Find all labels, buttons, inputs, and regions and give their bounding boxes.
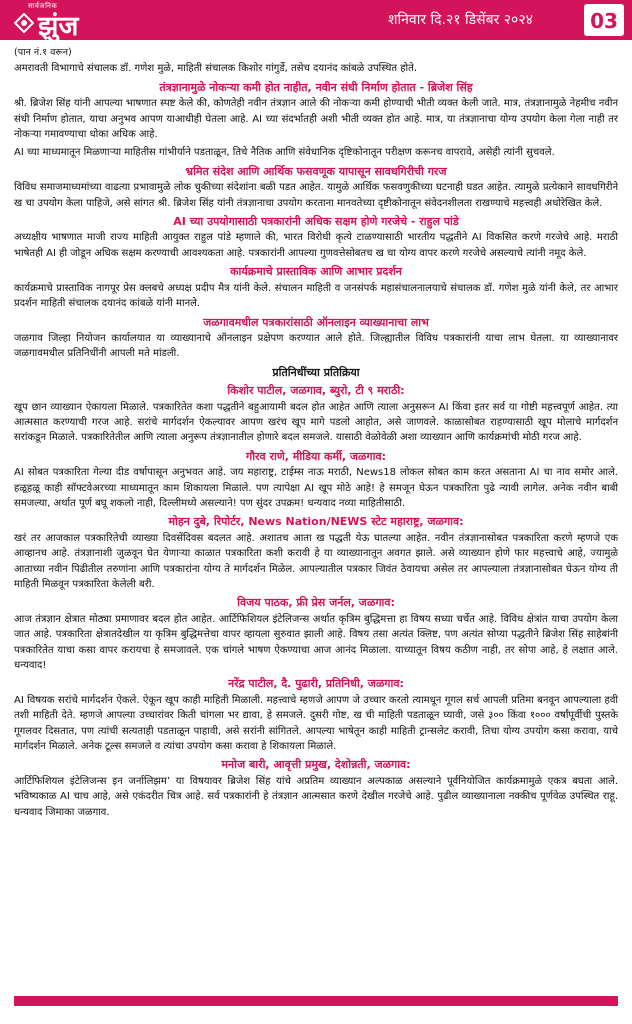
rep-text-kishor-patil: खूप छान व्याख्यान ऐकायला मिळाले. पत्रकारितेत कशा पद्धतीने बहुआयामी बदल होत आहेत आणि त्याला अनुसरून AI किंवा इतर सर्व या गोष्टी महत्त्वपूर्ण आहेत. त्या आत्मसात करण्याची गरज आहे. सरांचे मार्गदर्शन ऐकल्यावर आपण खरंच खूप मागे पडलो आहोत, असे जाणवले. काळासोबत राहण्यासाठी खूप मोलाचे मार्गदर्शन सरांकडून मिळाले. पत्रकारितेतील आणि त्याला अनुरूप तंत्रज्ञानातील होणारे बदल समजले. यासाठी वेळोवेळी अशा व्याख्यान आणि कार्यक्रमांची मोठी गरज आहे.	[14, 401, 618, 444]
paragraph-fraud: विविध समाजमाध्यमांच्या वाढत्या प्रभावामुळे लोक चुकीच्या संदेशांना बळी पडत आहेत. यामुळे आर्थिक फसवणुकीच्या घटनाही घडत आहेत. त्यामुळे प्रत्येकाने सावधगिरीने ख चा उपयोग केला पाहिजे, असे सांगत श्री. ब्रिजेश सिंह यांनी तंत्रज्ञानाचा उपयोग करताना मानवतेच्या दृष्टीकोनातून संवेदनशीलता राखण्याचे महत्त्वही अधोरेखित केले.	[14, 182, 618, 209]
continued-note: (पान नं.१ वरून)	[14, 47, 72, 58]
logo-text: झुंज	[38, 11, 79, 42]
article-body	[14, 45, 618, 823]
rep-name-vijay-pathak: विजय पाठक, फ्री प्रेस जर्नल, जळगाव:	[237, 596, 395, 610]
logo-tagline: सार्वजनिक	[28, 2, 58, 10]
logo-mark-icon	[14, 13, 34, 33]
heading-journalists-ai: AI च्या उपयोगासाठी पत्रकारांनी अधिक सक्षम होणे गरजेचे - राहुल पांडे	[173, 215, 459, 229]
rep-name-mohan-dube: मोहन दुबे, रिपोर्टर, News Nation/NEWS स्टेट महाराष्ट्र, जळगाव:	[168, 515, 464, 529]
intro-paragraph: अमरावती विभागाचे संचालक डॉ. गणेश मुळे, माहिती संचालक किशोर गांगुर्डे, तसेच दयानंद कांबळे उपस्थित होते.	[14, 63, 417, 75]
rep-text-vijay-pathak: आज तंत्रज्ञान क्षेत्रात मोठ्या प्रमाणावर बदल होत आहेत. आर्टिफिशियल इंटेलिजन्स अर्थात कृत्रिम बुद्धिमत्ता हा विषय सध्या चर्चेत आहे. विविध क्षेत्रांत याचा उपयोग केला जात आहे. पत्रकारिता क्षेत्रातदेखील या कृत्रिम बुद्धिमत्तेचा वापर व्हायला सुरुवात झाली आहे. विषय तसा अत्यंत क्लिष्ट, पण अत्यंत सोप्या पद्धतीने ब्रिजेश सिंह साहेबांनी पत्रकारितेत याचा कसा वापर करायचा हे समजावले. एक चांगले भाषण ऐकण्याचा आज आनंद मिळाला. याच्यातून विषय कठीण नाही, तर सोपा आहे, हे लक्षात आले. धन्यवाद!	[14, 613, 618, 672]
heading-fraud: भ्रमित संदेश आणि आर्थिक फसवणूक यापासून सावधगिरीची गरज	[185, 164, 447, 178]
rep-name-narendra-patil: नरेंद्र पाटील, दै. पुढारी, प्रतिनिधी, जळगाव:	[228, 677, 404, 691]
page-header	[0, 0, 632, 40]
rep-name-kishor-patil: किशोर पाटील, जळगाव, ब्युरो, टी ९ मराठी:	[227, 384, 405, 398]
rep-text-mohan-dube: खरं तर आजकाल पत्रकारितेची व्याख्या दिवसेंदिवस बदलत आहे. अशातच आता ख पद्धती येऊ घातल्या आहेत. नवीन तंत्रज्ञानासोबत पत्रकारिता करणे म्हणजे एक आव्हानच आहे. तंत्रज्ञानाशी जुळवून घेत येणाऱ्या काळात पत्रकारिता कशी करावी हे या व्याख्यानातून अवगत झाले. असे व्याख्यान होणे फार महत्त्वाचे आहे, ज्यामुळे आताच्या नवीन पिढीतील तरुणांना आणि पत्रकारांना योग्य ते मार्गदर्शन मिळेल. आपल्यातील पत्रकार जिवंत ठेवायचा असेल तर आपल्याला तंत्रज्ञानासोबत घेऊन योग्य ती माहिती मिळवून पत्रकारिता केलेली बरी.	[14, 532, 618, 590]
rep-text-gaurav-rane: AI सोबत पत्रकारिता गेल्या दीड वर्षापासून अनुभवत आहे. जय महाराष्ट्र, टाईम्स नाऊ मराठी, News18 लोकल सोबत काम करत असताना AI चा नाव समोर आले. हळूहळू काही सॉफ्टवेअरच्या माध्यमातून काम शिकायला मिळाले. पण त्यापेक्षा AI खूप मोठे आहे! हे समजून घेऊन पत्रकारिता पुढे न्यावी लागेल. अनेक नवीन बाबी समजल्या, अर्थात पूर्ण बघू शकलो नाही, दिल्लीमध्ये असल्याने! पण सुंदर उपक्रम! धन्यवाद नव्या माहितीसाठी.	[14, 467, 618, 509]
paragraph-jobs: श्री. ब्रिजेश सिंह यांनी आपल्या भाषणात स्पष्ट केले की, कोणतेही नवीन तंत्रज्ञान आले की नोकऱ्या कमी होण्याची भीती व्यक्त केली जाते. मात्र, तंत्रज्ञानामुळे नेहमीच नवीन संधी निर्माण होतात, याचा अनुभव आपण याआधीही घेतला आहे. AI च्या संदर्भातही अशी भीती व्यक्त होत आहे. मात्र, या तंत्रज्ञानाचा योग्य उपयोग केला गेला नाही तर नोकऱ्या गमावण्याचा धोका अधिक आहे.	[14, 98, 618, 141]
paragraph-journalists-ai: अध्यक्षीय भाषणात माजी राज्य माहिती आयुक्त राहुल पांडे म्हणाले की, भारत विरोधी कृत्ये टाळण्यासाठी भारतीय पद्धतीने AI विकसित करणे गरजेचे आहे. मराठी भाषेतही AI ही जोडून अधिक सक्षम करण्याची आवश्यकता आहे. पत्रकारांनी आपल्या गुणवत्तेसोबतच ख चा योग्य वापर करणे गरजेचे असल्याचे त्यांनी नमूद केले.	[14, 232, 618, 259]
paragraph-program: कार्यक्रमाचे प्रास्ताविक नागपूर प्रेस क्लबचे अध्यक्ष प्रदीप मैत्र यांनी केले. संचालन माहिती व जनसंपर्क महासंचालनालयाचे संचालक डॉ. गणेश मुळे यांनी केले, तर आभार प्रदर्शन माहिती संचालक दयानंद कांबळे यांनी मानले.	[14, 282, 618, 310]
page-footer-bar	[14, 996, 618, 1006]
rep-text-narendra-patil: AI विषयक सरांचे मार्गदर्शन ऐकले. ऐकून खूप काही माहिती मिळाली. महत्त्वाचे म्हणजे आपण जे उच्चार करतो त्यामधून गूगल सर्च आपली प्रतिमा बनवून आपल्याला हवी तशी माहिती देते. म्हणजे आपल्या उच्चारांवर किती चांगला भर द्यावा, हे समजले. दुसरी गोष्ट, ख ची माहिती पडताळून घ्यावी, जसे ३०० किंवा १००० वर्षांपूर्वीची पुस्तके गूगलवर दिसतात, पण त्यांची सत्यताही पडताळून पाहावी, असे सरांनी सांगितले. आपल्या भाषेतून काही माहिती ट्रान्सलेट करावी, तिचा योग्य उपयोग कसा करावा, याचे मार्गदर्शन मिळाले. अनेक टूल्स समजले व त्यांचा उपयोग कसा करावा हे शिकायला मिळाले.	[14, 694, 618, 753]
rep-name-gaurav-rane: गौरव राणे, मीडिया कर्मी, जळगाव:	[246, 449, 386, 463]
heading-program: कार्यक्रमाचे प्रास्ताविक आणि आभार प्रदर्शन	[230, 265, 402, 279]
rep-text-manoj-bari: आर्टिफिशियल इंटेलिजन्स इन जर्नालिझम’ या विषयावर ब्रिजेश सिंह यांचे अप्रतिम व्याख्यान अल्पकाळ असल्याने पूर्वनियोजित कार्यक्रमामुळे एकत्र बघता आले. भविष्यकाळ AI चाच आहे, असे एकंदरीत चित्र आहे. सर्व पत्रकारांनी हे तंत्रज्ञान आत्मसात करणे देखील गरजेचे आहे. पुढील व्याख्यानाला नक्कीच पूर्णवेळ उपस्थित राहू. धन्यवाद जिमाका जळगाव.	[14, 775, 618, 818]
section-reactions-title: प्रतिनिधींच्या प्रतिक्रिया	[272, 365, 360, 379]
issue-date: शनिवार दि.२१ डिसेंबर २०२४	[388, 12, 533, 28]
paragraph-ai-info: AI च्या माध्यमातून मिळणाऱ्या माहितीस गांभीर्याने पडताळून, तिचे नैतिक आणि संवेधानिक दृष्टिकोनातून परीक्षण करूनच वापरावे, असेही त्यांनी सुचवले.	[14, 147, 555, 159]
rep-name-manoj-bari: मनोज बारी, आवृत्ती प्रमुख, देशोन्नती, जळगाव:	[221, 758, 411, 772]
heading-jalgaon: जळगावमधील पत्रकारांसाठी ऑनलाइन व्याख्यानाचा लाभ	[203, 315, 429, 329]
paragraph-jalgaon: जळगाव जिल्हा नियोजन कार्यालयात या व्याख्यानाचे ऑनलाइन प्रक्षेपण करण्यात आले होते. जिल्ह्यातील विविध पत्रकारांनी याचा लाभ घेतला. या व्याख्यानावर जळगावमधील प्रतिनिधींनी आपली मते मांडली.	[14, 332, 618, 360]
newspaper-logo	[10, 2, 130, 42]
page-number-box	[584, 4, 624, 36]
page-number: 03	[590, 9, 618, 33]
heading-jobs: तंत्रज्ञानामुळे नोकऱ्या कमी होत नाहीत, नवीन संधी निर्माण होतात - ब्रिजेश सिंह	[159, 80, 473, 94]
